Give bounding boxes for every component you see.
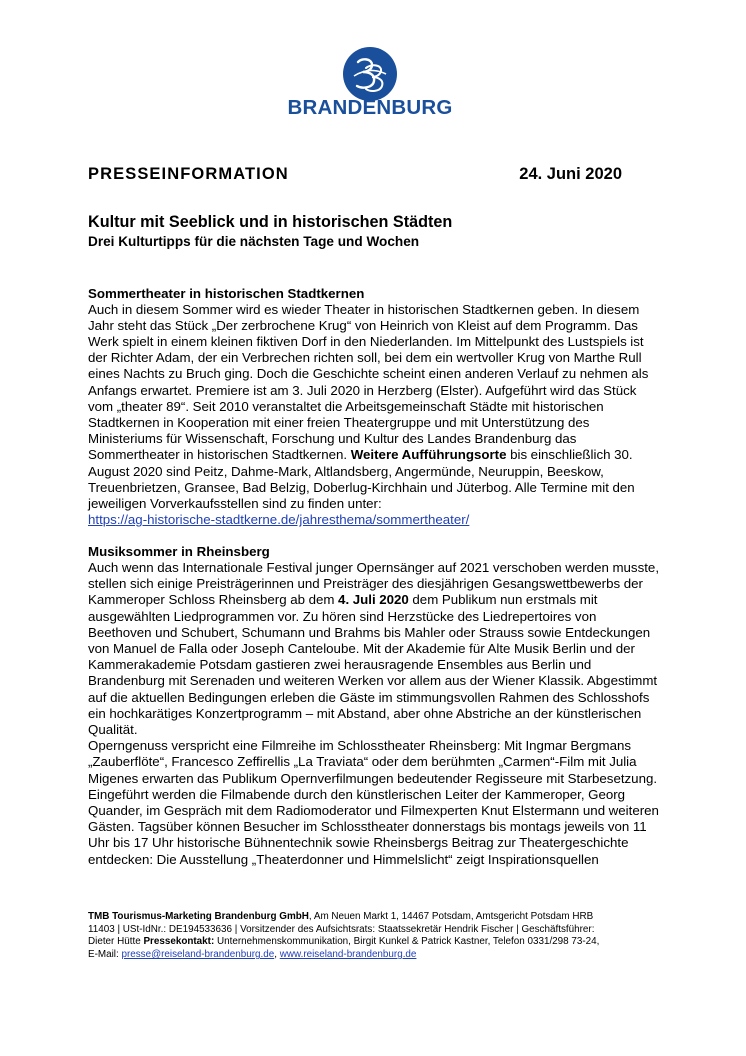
footer-imprint: [88, 911, 608, 962]
sommertheater-link[interactable]: https://ag-historische-stadtkerne.de/jahresthema/sommertheater/: [88, 512, 470, 528]
footer-text: , Am Neuen Markt 1, 14467 Potsdam, Amtsgericht Potsdam HRB 11403 | USt-IdNr.: DE194533636 | Vorsitzender des Aufsichtsrats: Staatssekretär Hendrik Fischer | Geschäftsführer: Dieter Hütte: [88, 911, 595, 948]
footer-company: TMB Tourismus-Marketing Brandenburg GmbH: [88, 911, 309, 922]
footer-text: Unternehmenskommunikation, Birgit Kunkel & Patrick Kastner, Telefon 0331/298 73-24, E-Mail:: [88, 936, 600, 961]
paragraph-text: Auch in diesem Sommer wird es wieder Theater in historischen Stadtkernen geben. In diesem Jahr steht das Stück „Der zerbrochene Krug“ von Heinrich von Kleist auf dem Programm. Das Werk spielt in einem kleinen fiktiven Dorf in den Niederlanden. Im Mittelpunkt des Lustspiels ist der Richter Adam, der ein Verbrechen richten soll, bei dem ein wertvoller Krug von Marthe Rull eines Nachts zu Bruch ging. Doch die Geschichte scheint einen anderen Verlauf zu nehmen als Anfangs erwartet. Premiere ist am 3. Juli 2020 in Herzberg (Elster). Aufgeführt wird das Stück vom „theater 89“. Seit 2010 veranstaltet die Arbeitsgemeinschaft Städte mit historischen Stadtkernen in Kooperation mit einer freien Theatergruppe und mit Unterstützung des Ministeriums für Wissenschaft, Forschung und Kultur des Landes Brandenburg das Sommertheater in historischen Stadtkernen.: [88, 301, 649, 463]
section-paragraph-musiksommer: [88, 560, 663, 738]
footer-website-link[interactable]: www.reiseland-brandenburg.de: [279, 949, 417, 961]
subheadline: Drei Kulturtipps für die nächsten Tage und Wochen: [88, 234, 420, 249]
press-information-label: PRESSEINFORMATION: [88, 165, 289, 183]
section-heading-sommertheater: Sommertheater in historischen Stadtkernen: [88, 286, 365, 301]
paragraph-bold-text: Weitere Aufführungsorte: [350, 447, 507, 463]
footer-contact-label: Pressekontakt:: [143, 936, 215, 948]
paragraph-text: bis einschließlich 30. August 2020 sind Peitz, Dahme-Mark, Altlandsberg, Angermünde, Neuruppin, Beeskow, Treuenbrietzen, Gransee, Bad Belzig, Doberlug-Kirchhain und Jüterbog. Alle Termine mit den jeweiligen Vorverkaufsstellen sind zu finden unter:: [88, 447, 635, 512]
footer-separator: ,: [274, 949, 280, 961]
paragraph-text: Auch wenn das Internationale Festival junger Opernsänger auf 2021 verschoben werden musste, stellen sich einige Preisträgerinnen und Preisträger des diesjährigen Gesangswettbewerbs der Kammeroper Schloss Rheinsberg ab dem: [88, 560, 660, 608]
brandenburg-logo-mark-icon: [328, 46, 412, 102]
section-paragraph-filmreihe: Operngenuss verspricht eine Filmreihe im Schlosstheater Rheinsberg: Mit Ingmar Bergmans „Zauberflöte“, Francesco Zeffirellis „La Traviata“ oder dem berühmten „Carmen“-Film mit Julia Migenes erwarten das Publikum Opernverfilmungen bedeutender Regisseure mit Starbesetzung. Eingeführt werden die Filmabende durch den künstlerischen Leiter der Kammeroper, Georg Quander, im Gespräch mit dem Radiomoderator und Filmexperten Knut Elstermann und weiteren Gästen. Tagsüber können Besucher im Schlosstheater donnerstags bis montags jeweils von 11 Uhr bis 17 Uhr historische Bühnentechnik sowie Rheinsbergs Beitrag zur Theatergeschichte entdecken: Die Ausstellung „Theaterdonner und Himmelslicht“ zeigt Inspirationsquellen: [88, 738, 659, 867]
brandenburg-logo: [270, 46, 470, 126]
press-date: 24. Juni 2020: [519, 165, 622, 183]
paragraph-text: dem Publikum nun erstmals mit ausgewählten Liedprogrammen vor. Zu hören sind Herzstücke des Liedrepertoires von Beethoven und Schubert, Schumann und Brahms bis Mahler oder Strauss sowie Entdeckungen von Manuel de Falla oder Joseph Canteloube. Mit der Akademie für Alte Musik Berlin und der Kammerakademie Potsdam gastieren zwei herausragende Ensembles aus Berlin und Brandenburg mit Serenaden und weiteren Werken vor allem aus der Wiener Klassik. Abgestimmt auf die aktuellen Bedingungen erleben die Gäste im stimmungsvollen Rahmen des Schlosshofs ein hochkarätiges Konzertprogramm – mit Abstand, aber ohne Abstriche an der künstlerischen Qualität.: [88, 592, 658, 738]
footer-email-link[interactable]: presse@reiseland-brandenburg.de: [121, 949, 275, 961]
section-heading-musiksommer: Musiksommer in Rheinsberg: [88, 544, 270, 560]
section-spacer: [88, 528, 663, 544]
article-body: [88, 286, 663, 868]
headline: Kultur mit Seeblick und in historischen Städten: [88, 213, 453, 231]
section-paragraph-sommertheater: [88, 302, 663, 529]
paragraph-bold-text: 4. Juli 2020: [338, 592, 409, 608]
logo-wordmark: BRANDENBURG: [287, 96, 453, 119]
